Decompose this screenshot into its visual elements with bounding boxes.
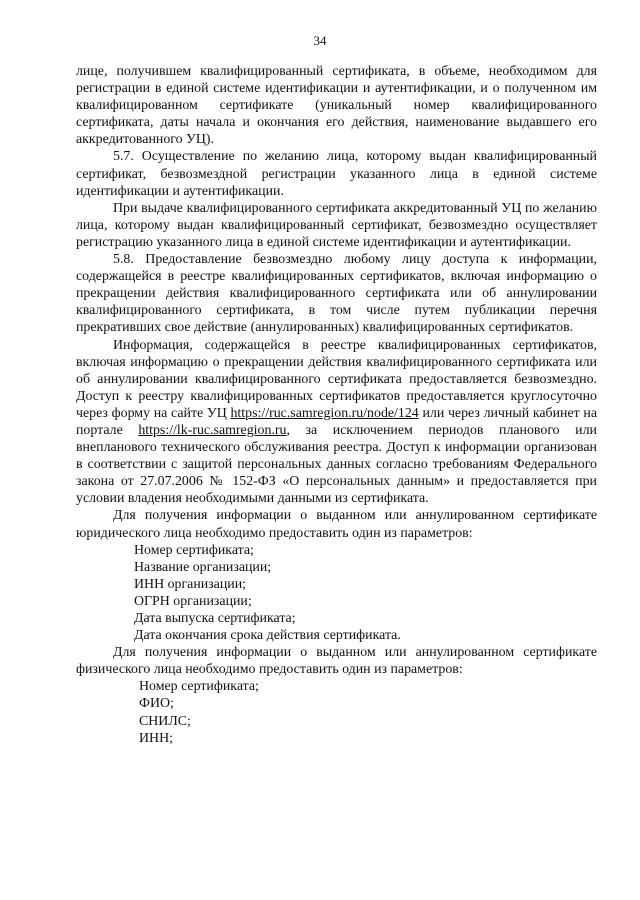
registry-text-middle: или через личный кабинет на портале — [76, 405, 597, 438]
paragraph-individual: Для получения информации о выданном или аннулированном сертификате физического лица необходимо предоставить один из параметров: — [76, 645, 597, 678]
document-body — [76, 63, 597, 747]
paragraph-legal-entity: Для получения информации о выданном или аннулированном сертификате юридического лица необходимо предоставить один из параметров: — [76, 508, 597, 541]
legal-entity-param: Дата выпуска сертификата; — [134, 611, 296, 626]
individual-param: ИНН; — [139, 730, 173, 746]
legal-entity-param: Номер сертификата; — [134, 542, 254, 558]
individual-param: ФИО; — [139, 696, 174, 712]
paragraph-continuation: лице, получившем квалифицированный сертификата, в объеме, необходимом для регистрации в единой системе идентификации и аутентификации, и о полученном им квалифицированном сертификате (уникальный номер квалифицированного сертификата, даты начала и окончания его действия, наименование выдавшего его аккредитованного УЦ). — [76, 64, 597, 148]
personal-cabinet-link[interactable]: https://lk-ruc.samregion.ru — [138, 422, 287, 438]
registry-text-end: , за исключением периодов планового или внепланового технического обслуживания реестра. Доступ к информации организован в соответствии с защитой персональных данных согласно требованиям Федерального закона от 27.07.2006 № 152-ФЗ «О персональных данным» и предоставляется при условии владения необходимыми данными из сертификата. — [76, 422, 597, 507]
registry-form-link[interactable]: https://ruc.samregion.ru/node/124 — [230, 405, 419, 421]
individual-param: Номер сертификата; — [139, 679, 259, 695]
paragraph-registration: При выдаче квалифицированного сертификата аккредитованный УЦ по желанию лица, которому выдан квалифицированный сертификат, безвозмездно осуществляет регистрацию указанного лица в единой системе идентификации и аутентификации. — [76, 200, 597, 250]
registry-text-start: Информация, содержащейся в реестре квалифицированных сертификатов, включая информацию о прекращении действия квалифицированного сертификата или об аннулировании квалифицированного сертификата предоставляется безвозмездно. Доступ к реестру квалифицированных сертификатов предоставляется круглосуточно через форму на сайте УЦ — [76, 337, 597, 421]
legal-entity-param: Название организации; — [134, 559, 272, 575]
legal-entity-param: ОГРН организации; — [134, 593, 252, 609]
page-number: 34 — [313, 33, 327, 48]
legal-entity-param: ИНН организации; — [134, 576, 246, 592]
paragraph-5-7: 5.7. Осуществление по желанию лица, которому выдан квалифицированный сертификат, безвозмездной регистрации указанного лица в единой системе идентификации и аутентификации. — [76, 149, 597, 199]
individual-param: СНИЛС; — [139, 713, 191, 729]
paragraph-registry-access — [76, 337, 597, 508]
paragraph-5-8: 5.8. Предоставление безвозмездно любому лицу доступа к информации, содержащейся в реестре квалифицированных сертификатов, включая информацию о прекращении действия квалифицированного сертификата или об аннулировании квалифицированного сертификата, в том числе путем публикации перечня прекративших свое действие (аннулированных) квалифицированных сертификатов. — [76, 252, 597, 336]
legal-entity-param: Дата окончания срока действия сертификата. — [134, 628, 401, 644]
